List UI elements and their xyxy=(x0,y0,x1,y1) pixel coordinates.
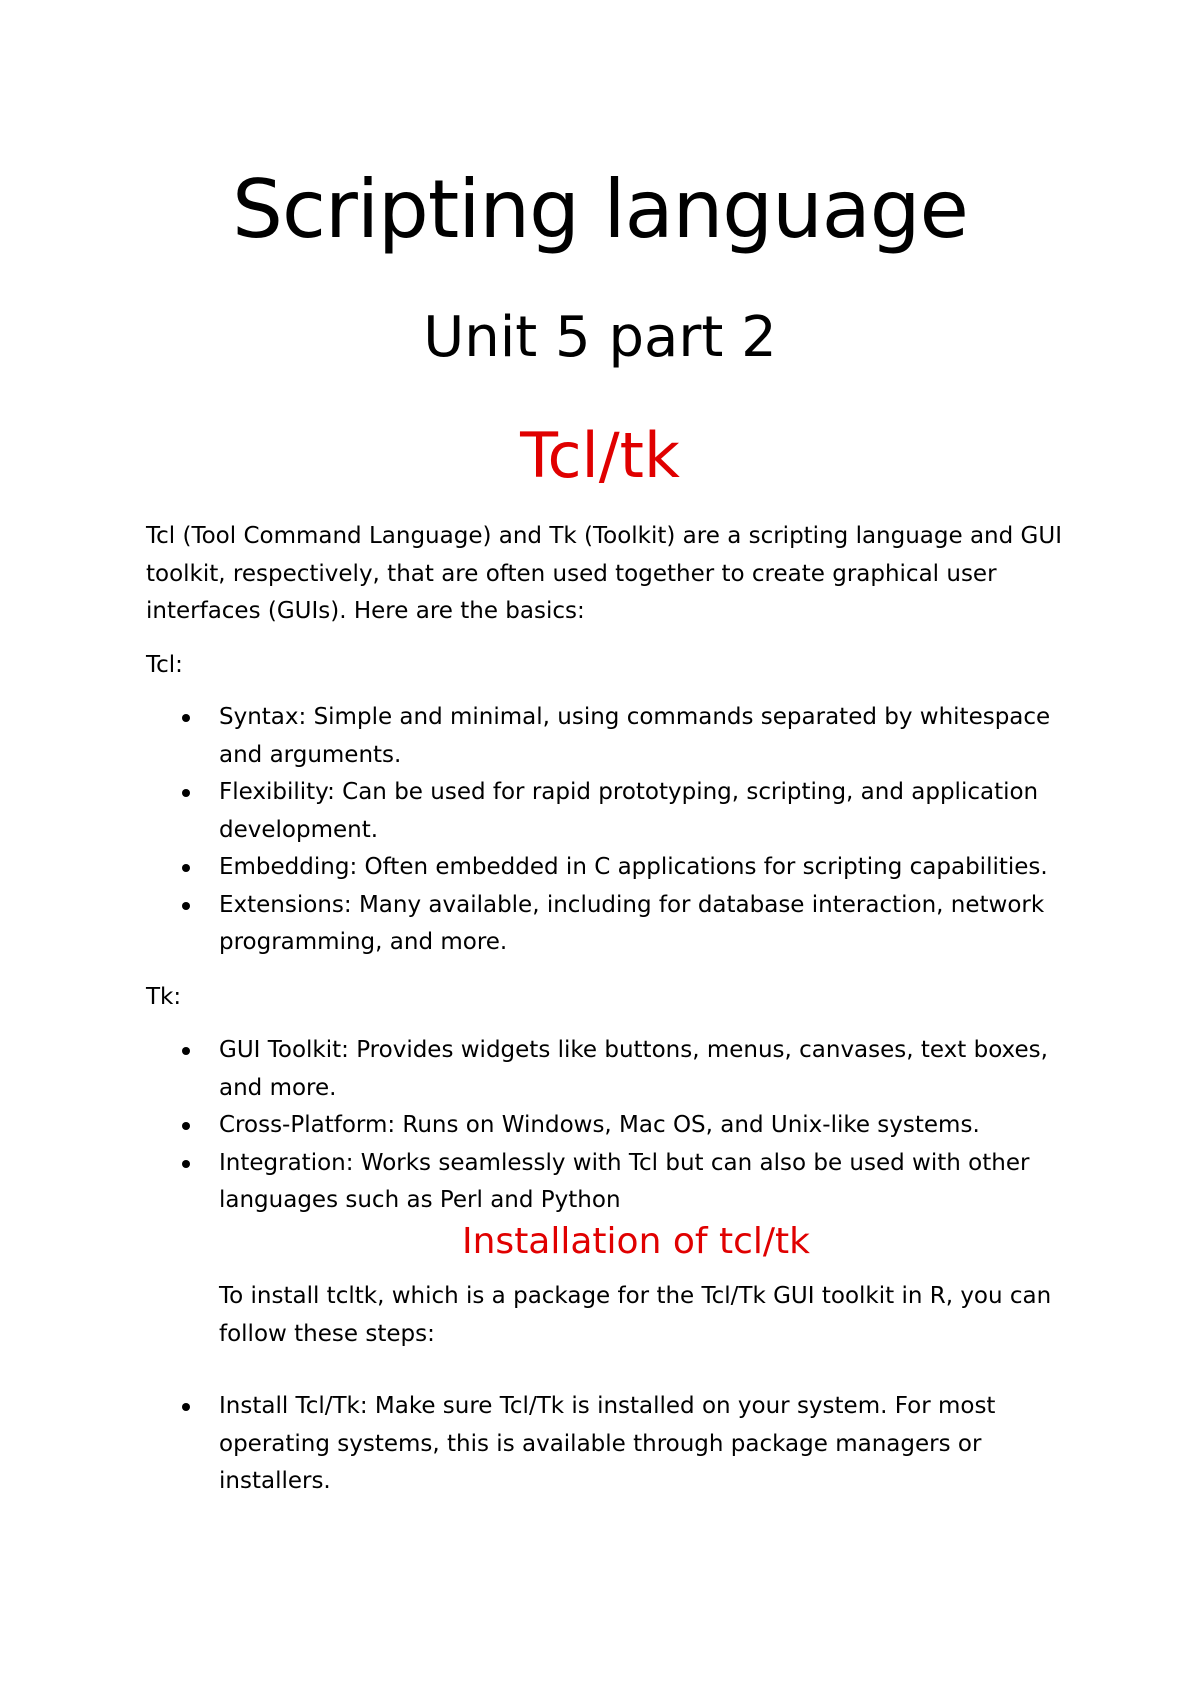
installation-heading: Installation of tcl/tk xyxy=(462,1221,810,1262)
list-item xyxy=(146,1388,1076,1501)
section-heading-tcltk: Tcl/tk xyxy=(520,419,680,492)
bullet-icon xyxy=(182,1122,190,1130)
list-item-text: Extensions: Many available, including for database interaction, network programming, and more. xyxy=(219,891,1045,955)
list-item xyxy=(146,1145,1076,1220)
intro-paragraph: Tcl (Tool Command Language) and Tk (Toolkit) are a scripting language and GUI toolkit, respectively, that are often used together to create graphical user interfaces (GUIs). Here are the basics: xyxy=(146,523,1062,624)
list-item-text: Embedding: Often embedded in C applications for scripting capabilities. xyxy=(219,854,1048,880)
bullet-icon xyxy=(182,1403,190,1411)
tcl-label: Tcl: xyxy=(146,652,183,678)
list-item xyxy=(146,1107,1076,1145)
list-item xyxy=(146,774,1076,849)
list-item-text: Integration: Works seamlessly with Tcl but can also be used with other languages such as Perl and Python xyxy=(219,1149,1030,1213)
list-item xyxy=(146,1032,1076,1107)
bullet-icon xyxy=(182,1047,190,1055)
installation-bullet-list xyxy=(146,1388,1076,1501)
document-title: Scripting language xyxy=(232,163,968,256)
list-item xyxy=(146,887,1076,962)
tk-bullet-list xyxy=(146,1032,1076,1220)
document-subtitle: Unit 5 part 2 xyxy=(423,305,777,370)
list-item xyxy=(146,849,1076,887)
list-item xyxy=(146,699,1076,774)
bullet-icon xyxy=(182,864,190,872)
bullet-icon xyxy=(182,902,190,910)
installation-intro: To install tcltk, which is a package for the Tcl/Tk GUI toolkit in R, you can follow these steps: xyxy=(219,1283,1052,1347)
list-item-text: Install Tcl/Tk: Make sure Tcl/Tk is installed on your system. For most operating systems, this is available through package managers or installers. xyxy=(219,1393,996,1494)
list-item-text: Syntax: Simple and minimal, using commands separated by whitespace and arguments. xyxy=(219,704,1051,768)
list-item-text: GUI Toolkit: Provides widgets like buttons, menus, canvases, text boxes, and more. xyxy=(219,1037,1048,1101)
tcl-bullet-list xyxy=(146,699,1076,962)
bullet-icon xyxy=(182,789,190,797)
tk-label: Tk: xyxy=(146,984,182,1010)
bullet-icon xyxy=(182,714,190,722)
bullet-icon xyxy=(182,1160,190,1168)
list-item-text: Flexibility: Can be used for rapid prototyping, scripting, and application development. xyxy=(219,779,1039,843)
list-item-text: Cross-Platform: Runs on Windows, Mac OS, and Unix-like systems. xyxy=(219,1112,980,1138)
